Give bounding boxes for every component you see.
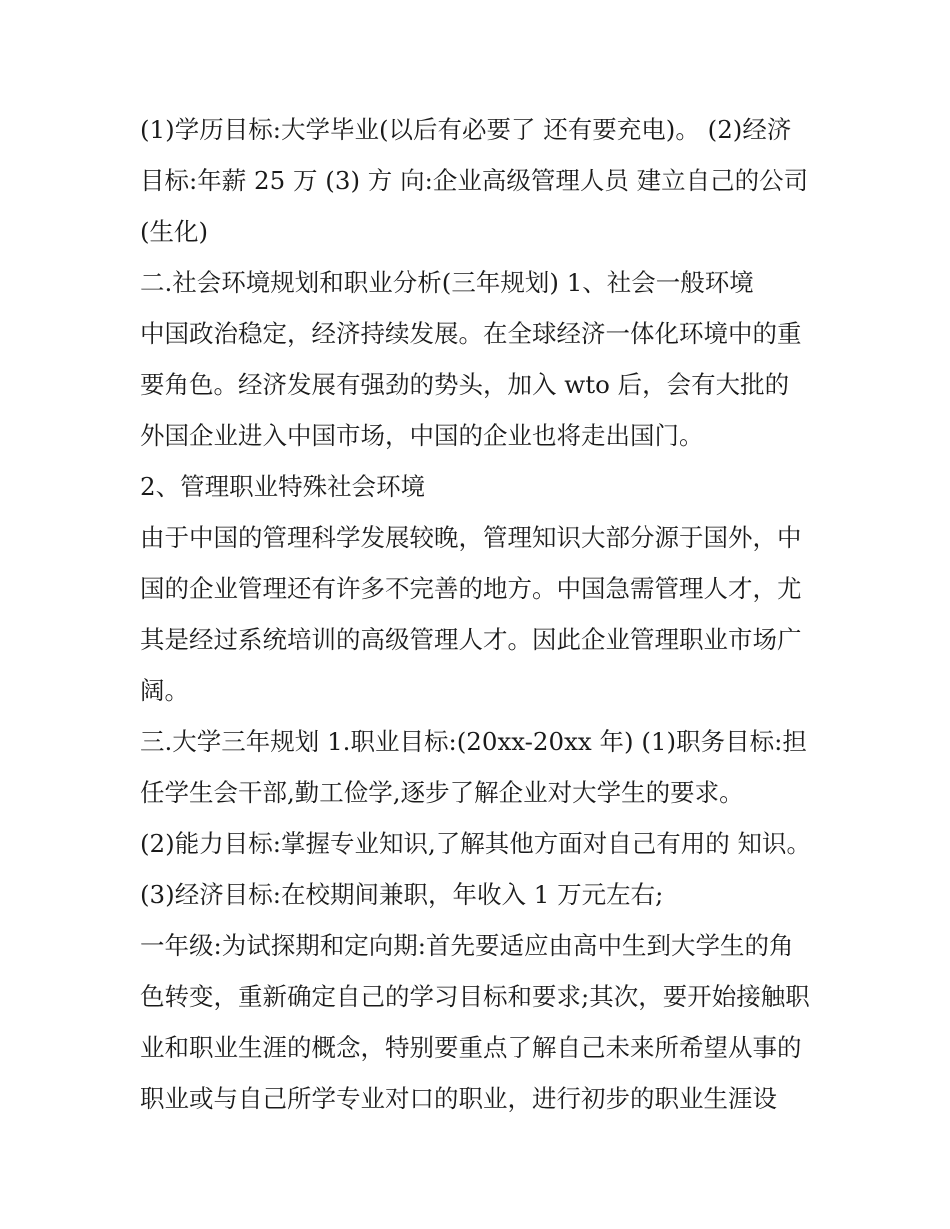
paragraph-economic-goal: (3)经济目标:在校期间兼职，年收入 1 万元左右; bbox=[140, 880, 664, 909]
paragraph-first-year-plan: 一年级:为试探期和定向期:首先要适应由高中生到大学生的角色转变，重新确定自己的学习目标和要求;其次，要开始接触职业和职业生涯的概念，特别要重点了解自己未来所希望从事的职业或与自己所学专业对口的职业，进行初步的职业生涯设 bbox=[140, 931, 810, 1113]
heading-management-career-environment: 2、管理职业特殊社会环境 bbox=[140, 472, 426, 501]
paragraph-ability-goal: (2)能力目标:掌握专业知识,了解其他方面对自己有用的 知识。 bbox=[140, 829, 812, 858]
document-body bbox=[140, 104, 812, 1124]
heading-three-year-plan: 三.大学三年规划 1.职业目标:(20xx-20xx 年) (1)职务目标:担任学生会干部,勤工俭学,逐步了解企业对大学生的要求。 bbox=[140, 727, 807, 807]
heading-social-environment-analysis: 二.社会环境规划和职业分析(三年规划) 1、社会一般环境 bbox=[140, 268, 754, 297]
paragraph-general-social-environment: 中国政治稳定，经济持续发展。在全球经济一体化环境中的重要角色。经济发展有强劲的势头，加入 wto 后，会有大批的外国企业进入中国市场，中国的企业也将走出国门。 bbox=[140, 319, 802, 450]
paragraph-management-career-environment: 由于中国的管理科学发展较晚，管理知识大部分源于国外，中国的企业管理还有许多不完善的地方。中国急需管理人才，尤其是经过系统培训的高级管理人才。因此企业管理职业市场广阔。 bbox=[140, 523, 802, 705]
paragraph-education-economic-goals: (1)学历目标:大学毕业(以后有必要了 还有要充电)。 (2)经济目标:年薪 25 万 (3) 方 向:企业高级管理人员 建立自己的公司(生化) bbox=[140, 115, 809, 246]
